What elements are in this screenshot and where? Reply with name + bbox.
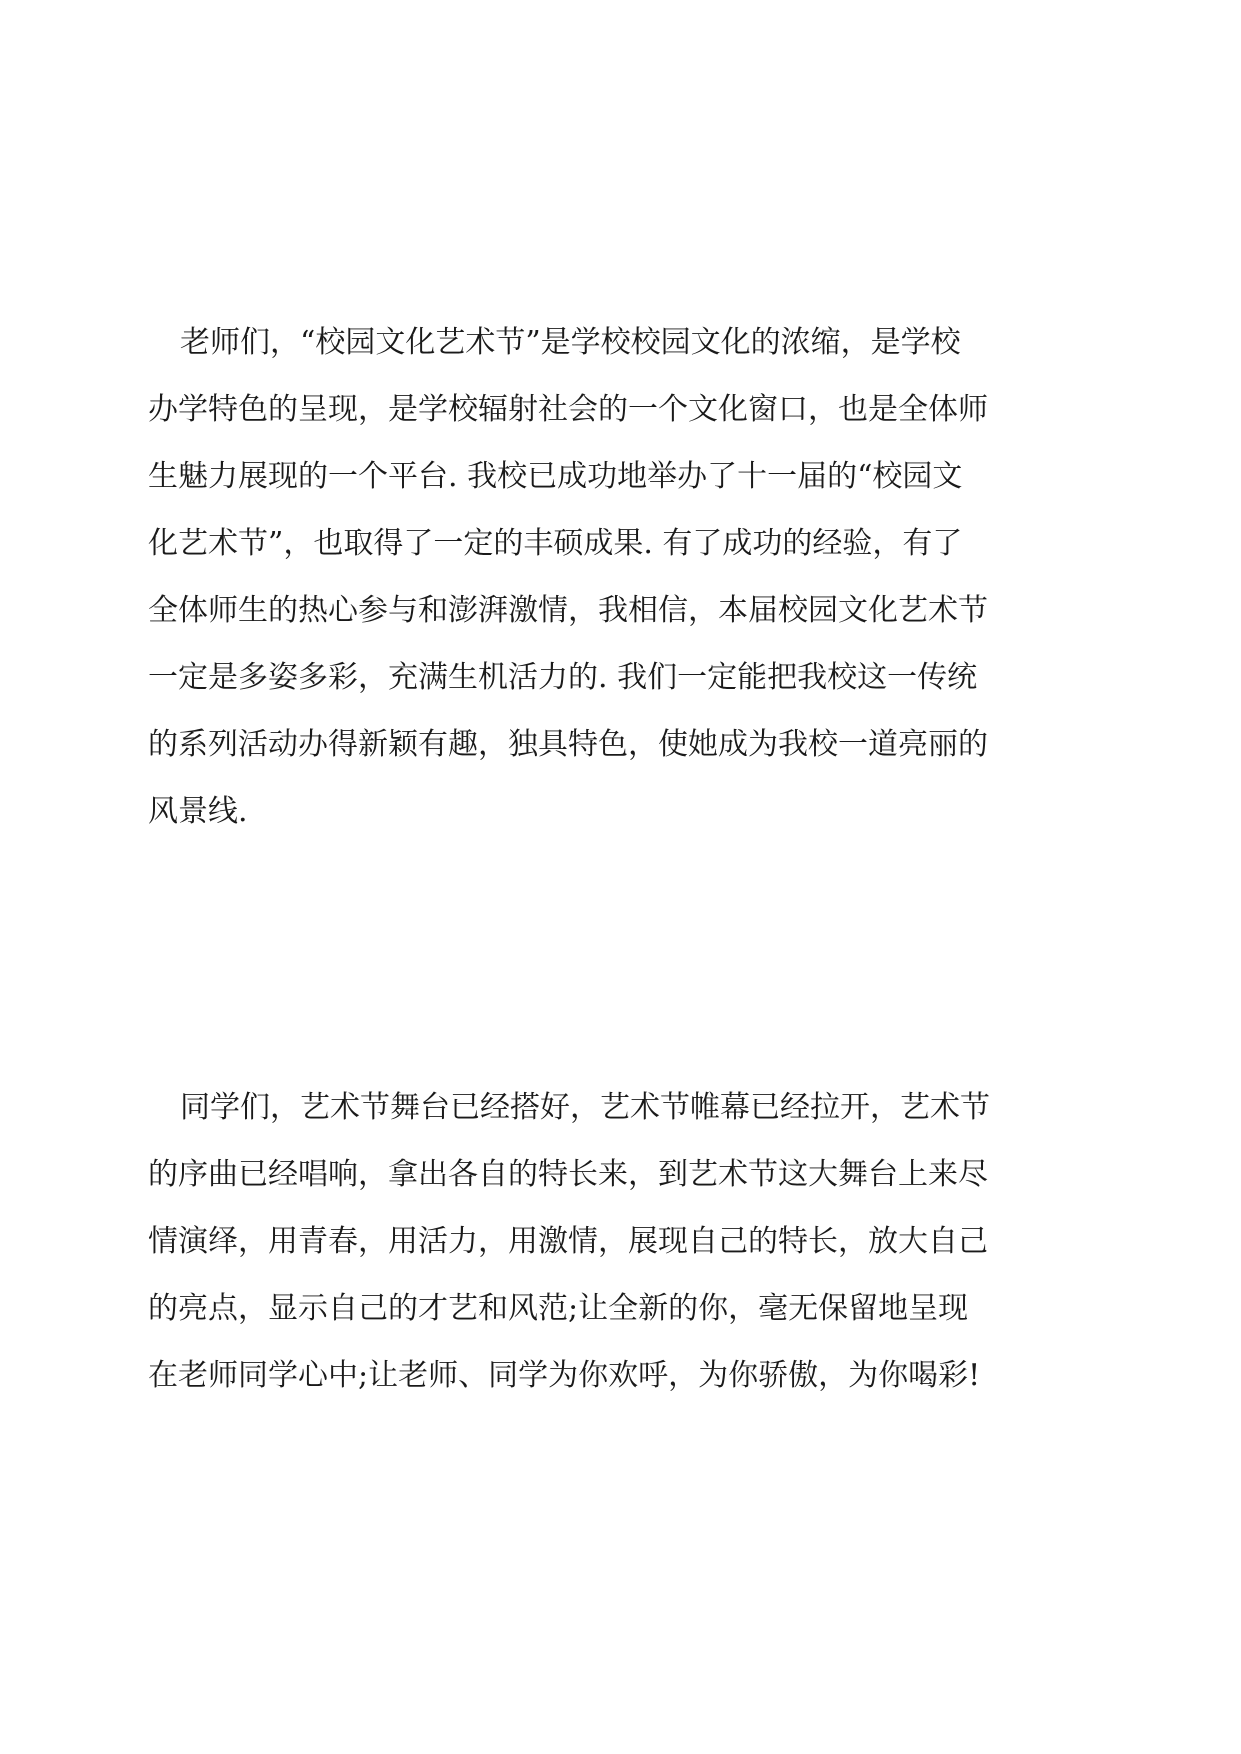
- paragraph-line: 的序曲已经唱响，拿出各自的特长来，到艺术节这大舞台上来尽: [148, 1157, 988, 1192]
- paragraph-line: 在老师同学心中;让老师、同学为你欢呼，为你骄傲，为你喝彩!: [148, 1358, 981, 1393]
- paragraph-line: 全体师生的热心参与和澎湃激情，我相信，本届校园文化艺术节: [148, 593, 988, 628]
- paragraph-line: 化艺术节”，也取得了一定的丰硕成果. 有了成功的经验，有了: [148, 526, 963, 561]
- paragraph-line: 生魅力展现的一个平台. 我校已成功地举办了十一届的“校园文: [148, 459, 963, 494]
- paragraph-line: 同学们，艺术节舞台已经搭好，艺术节帷幕已经拉开，艺术节: [180, 1090, 990, 1125]
- paragraph-line: 风景线.: [148, 794, 248, 829]
- paragraph-line: 情演绎，用青春，用活力，用激情，展现自己的特长，放大自己: [148, 1224, 988, 1259]
- paragraph-line: 的亮点，显示自己的才艺和风范;让全新的你，毫无保留地呈现: [148, 1291, 969, 1326]
- paragraph-line: 办学特色的呈现，是学校辐射社会的一个文化窗口，也是全体师: [148, 392, 988, 427]
- paragraph-line: 老师们，“校园文化艺术节”是学校校园文化的浓缩，是学校: [180, 325, 961, 360]
- paragraph-line: 一定是多姿多彩，充满生机活力的. 我们一定能把我校这一传统: [148, 660, 978, 695]
- paragraph-line: 的系列活动办得新颖有趣，独具特色，使她成为我校一道亮丽的: [148, 727, 988, 762]
